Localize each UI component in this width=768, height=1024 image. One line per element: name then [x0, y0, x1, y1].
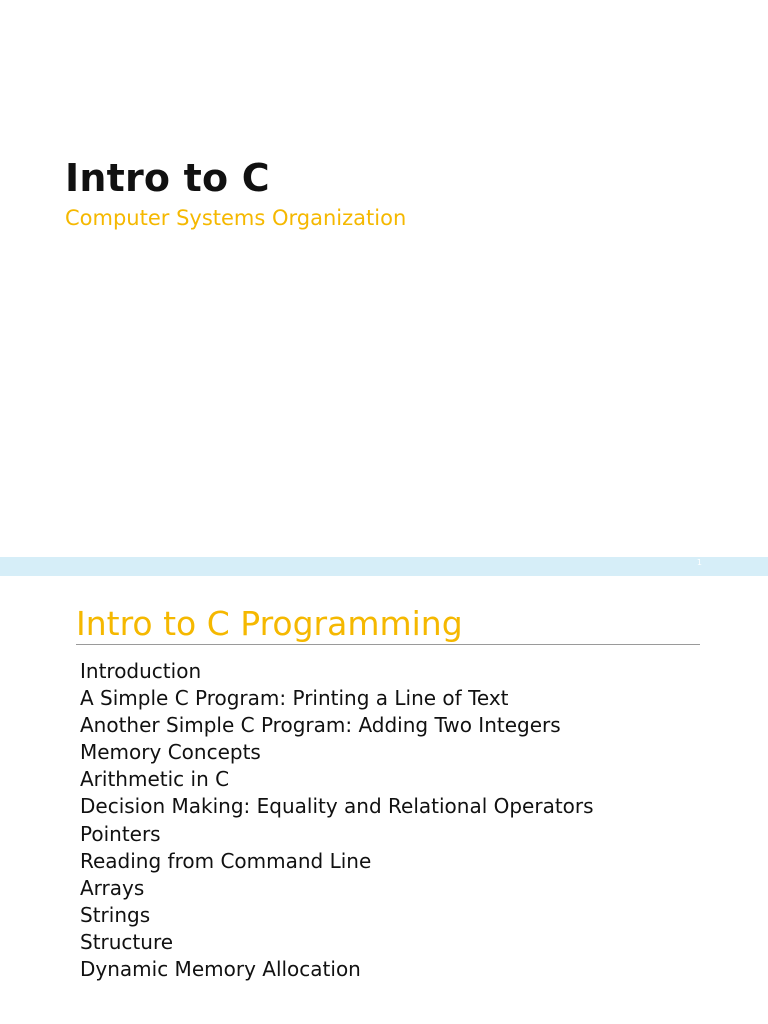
list-item: Decision Making: Equality and Relational Operators	[80, 794, 594, 819]
list-item: Memory Concepts	[80, 740, 261, 765]
list-item: Dynamic Memory Allocation	[80, 957, 361, 982]
list-item: Pointers	[80, 821, 161, 846]
contents-title: Intro to C Programming	[76, 604, 463, 643]
title-divider	[76, 644, 700, 645]
list-item: Arrays	[80, 875, 145, 900]
list-item: A Simple C Program: Printing a Line of Text	[80, 686, 509, 711]
slide-title: Intro to C	[65, 156, 270, 200]
slide-subtitle: Computer Systems Organization	[65, 206, 407, 230]
list-item: Reading from Command Line	[80, 848, 372, 873]
list-item: Introduction	[80, 659, 202, 683]
list-item: Arithmetic in C	[80, 767, 230, 792]
list-item: Strings	[80, 902, 151, 927]
list-item: Structure	[80, 929, 174, 954]
slide-number: 1	[696, 558, 702, 567]
list-item: Another Simple C Program: Adding Two Integers	[80, 713, 561, 738]
contents-slide	[0, 576, 768, 1024]
slide-separator	[0, 557, 768, 576]
contents-list	[80, 658, 594, 983]
